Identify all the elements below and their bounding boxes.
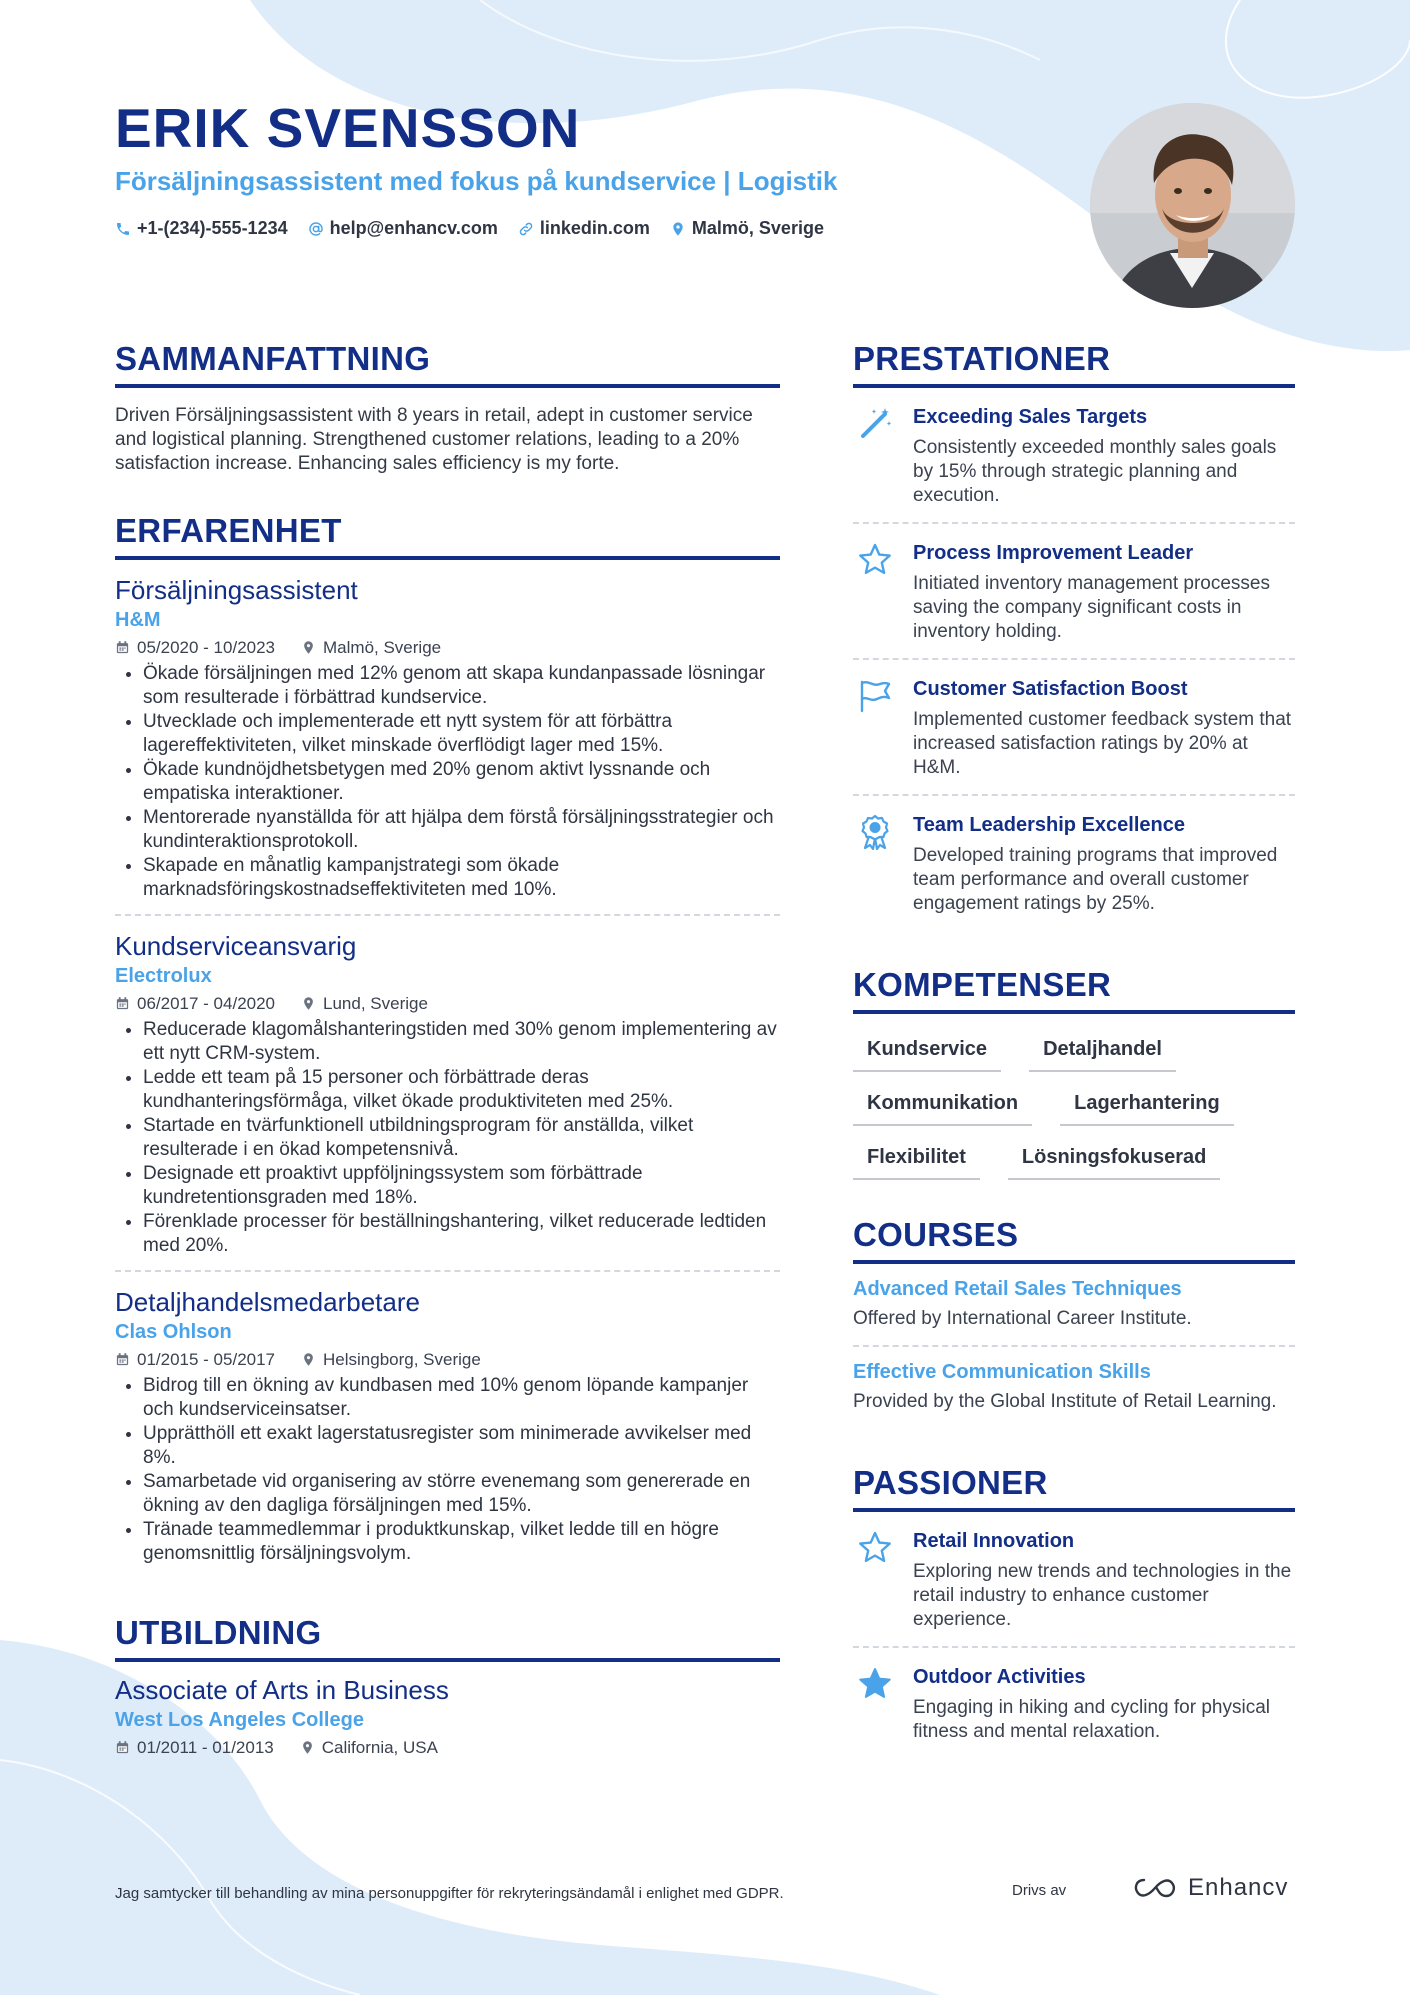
degree-title: Associate of Arts in Business [115, 1674, 449, 1705]
flag-icon [857, 678, 893, 714]
contact-info [115, 218, 824, 239]
education-dates-text: 01/2011 - 01/2013 [137, 1737, 274, 1757]
job-bullets [115, 1374, 780, 1566]
skill-tag: Lagerhantering [1060, 1088, 1234, 1126]
job-bullet: • Designade ett proaktivt uppföljningssystem som förbättrade kundretentionsgraden med 18%. [143, 1162, 780, 1210]
job-bullet: • Upprätthöll ett exakt lagerstatusregister som minimerade avvikelser med 8%. [143, 1422, 780, 1470]
candidate-name: ERIK SVENSSON [115, 97, 581, 159]
job-bullet: • Ökade försäljningen med 12% genom att skapa kundanpassade lösningar som resulterade i förbättrad kundservice. [143, 662, 780, 710]
skills-heading: KOMPETENSER [853, 966, 1295, 1014]
job-dates-text: 01/2015 - 05/2017 [137, 1349, 276, 1369]
calendar-icon [115, 996, 130, 1011]
achievement-title: Exceeding Sales Targets [913, 405, 1148, 428]
profile-photo [1090, 103, 1295, 308]
job-bullet: • Reducerade klagomålshanteringstiden med 30% genom implementering av ett nytt CRM-system. [143, 1018, 780, 1066]
star-outline-icon [857, 1530, 893, 1566]
job-title: Försäljningsassistent [115, 574, 358, 605]
education-entry [115, 1662, 780, 1758]
passion-body [913, 1664, 1295, 1744]
location-pin-icon [300, 1740, 315, 1755]
passion-body [913, 1528, 1295, 1632]
job-location-text: Malmö, Sverige [323, 637, 442, 657]
education-meta [115, 1738, 780, 1758]
skill-tag: Detaljhandel [1029, 1034, 1176, 1072]
job-entry [115, 1272, 780, 1578]
contact-linkedin[interactable] [518, 218, 650, 239]
summary-section [115, 340, 780, 476]
course-item [853, 1347, 1295, 1428]
education-section [115, 1614, 780, 1758]
job-meta [115, 994, 780, 1014]
course-desc: Provided by the Global Institute of Retail Learning. [853, 1390, 1277, 1412]
phone-text: +1-(234)-555-1234 [137, 218, 288, 238]
star-filled-icon [857, 1666, 893, 1702]
skills-list [853, 1014, 1295, 1180]
job-bullet: • Ökade kundnöjdhetsbetygen med 20% genom aktivt lyssnande och empatiska interaktioner. [143, 758, 780, 806]
skills-section [853, 966, 1295, 1180]
summary-heading: SAMMANFATTNING [115, 340, 780, 388]
job-company: H&M [115, 608, 161, 631]
education-location [300, 1738, 438, 1758]
passion-desc: Engaging in hiking and cycling for physical fitness and mental relaxation. [913, 1696, 1270, 1742]
achievement-desc: Consistently exceeded monthly sales goals by 15% through strategic planning and execution. [913, 436, 1277, 506]
school-name: West Los Angeles College [115, 1708, 364, 1731]
job-entry [115, 560, 780, 916]
calendar-icon [115, 640, 130, 655]
job-bullets [115, 662, 780, 902]
job-location [301, 994, 428, 1014]
achievement-item [853, 796, 1295, 930]
achievement-title: Process Improvement Leader [913, 541, 1194, 564]
location-text: Malmö, Sverige [691, 218, 824, 238]
phone-icon [115, 221, 131, 237]
skill-tag: Kommunikation [853, 1088, 1032, 1126]
brand-logo[interactable] [1132, 1874, 1288, 1902]
job-location [301, 1350, 481, 1370]
courses-section [853, 1216, 1295, 1428]
at-sign-icon [308, 221, 324, 237]
job-dates-text: 05/2020 - 10/2023 [137, 637, 276, 657]
passion-desc: Exploring new trends and technologies in the retail industry to enhance customer experience. [913, 1560, 1292, 1630]
passion-item [853, 1648, 1295, 1758]
job-bullet: • Utvecklade och implementerade ett nytt system för att förbättra lagereffektiviteten, vilket minskade överflödigt lager med 15%. [143, 710, 780, 758]
achievement-title: Customer Satisfaction Boost [913, 677, 1188, 700]
achievement-desc: Developed training programs that improved team performance and overall customer engagement ratings by 25%. [913, 844, 1278, 914]
contact-location [670, 218, 824, 239]
award-ribbon-icon [857, 814, 893, 850]
skill-tag: Lösningsfokuserad [1008, 1142, 1220, 1180]
location-pin-icon [301, 640, 316, 655]
achievement-body [913, 540, 1295, 644]
course-title: Advanced Retail Sales Techniques [853, 1277, 1182, 1300]
job-meta [115, 638, 780, 658]
job-dates [115, 994, 275, 1014]
calendar-icon [115, 1352, 130, 1367]
powered-by-label: Drivs av [1012, 1882, 1067, 1899]
job-company: Clas Ohlson [115, 1320, 232, 1343]
left-column [115, 340, 780, 1794]
contact-email[interactable] [308, 218, 498, 239]
achievement-title: Team Leadership Excellence [913, 813, 1185, 836]
right-column [853, 340, 1295, 1794]
passions-section [853, 1464, 1295, 1758]
email-text: help@enhancv.com [329, 218, 498, 238]
magic-wand-icon [857, 406, 893, 442]
achievement-item [853, 388, 1295, 524]
job-bullet: • Samarbetade vid organisering av större evenemang som genererade en ökning av den dagliga försäljningen med 15%. [143, 1470, 780, 1518]
passion-title: Retail Innovation [913, 1529, 1075, 1552]
infinity-logo-icon [1132, 1876, 1178, 1900]
job-bullet: • Ledde ett team på 15 personer och förbättrade deras kundhanteringsförmåga, vilket ökade produktiviteten med 25%. [143, 1066, 780, 1114]
location-pin-icon [670, 221, 686, 237]
job-bullet: • Bidrog till en ökning av kundbasen med 10% genom löpande kampanjer och kundserviceinsatser. [143, 1374, 780, 1422]
experience-heading: ERFARENHET [115, 512, 780, 560]
course-desc: Offered by International Career Institute. [853, 1307, 1192, 1329]
achievements-section [853, 340, 1295, 930]
passions-heading: PASSIONER [853, 1464, 1295, 1512]
achievement-body [913, 676, 1295, 780]
education-location-text: California, USA [321, 1737, 438, 1757]
linkedin-text: linkedin.com [539, 218, 650, 238]
skill-tag: Kundservice [853, 1034, 1001, 1072]
job-bullet: • Skapade en månatlig kampanjstrategi som ökade marknadsföringskostnadseffektiviteten med 10%. [143, 854, 780, 902]
candidate-headline: Försäljningsassistent med fokus på kundservice | Logistik [115, 166, 838, 196]
location-pin-icon [301, 1352, 316, 1367]
calendar-icon [115, 1740, 130, 1755]
summary-text: Driven Försäljningsassistent with 8 years in retail, adept in customer service and logistical planning. Strengthened customer relations, leading to a 20% satisfaction increase. Enhancing sales efficiency is my forte. [115, 404, 753, 474]
passion-title: Outdoor Activities [913, 1665, 1086, 1688]
job-bullet: • Startade en tvärfunktionell utbildningsprogram för anställda, vilket resulterade i en ökad kompetensnivå. [143, 1114, 780, 1162]
job-dates [115, 638, 275, 658]
achievement-item [853, 660, 1295, 796]
brand-name: Enhancv [1188, 1874, 1289, 1901]
star-outline-icon [857, 542, 893, 578]
job-meta [115, 1350, 780, 1370]
job-location-text: Lund, Sverige [323, 993, 428, 1013]
achievement-body [913, 812, 1295, 916]
job-bullet: • Tränade teammedlemmar i produktkunskap, vilket ledde till en högre genomsnittlig försäljningsvolym. [143, 1518, 780, 1566]
job-bullet: • Förenklade processer för beställningshantering, vilket reducerade ledtiden med 20%. [143, 1210, 780, 1258]
achievement-desc: Implemented customer feedback system that increased satisfaction ratings by 20% at H&M. [913, 708, 1292, 778]
job-bullets [115, 1018, 780, 1258]
achievement-desc: Initiated inventory management processes saving the company significant costs in inventory holding. [913, 572, 1270, 642]
contact-phone[interactable] [115, 218, 288, 239]
course-item [853, 1264, 1295, 1347]
job-entry [115, 916, 780, 1272]
courses-heading: COURSES [853, 1216, 1295, 1264]
job-title: Kundserviceansvarig [115, 930, 357, 961]
job-dates-text: 06/2017 - 04/2020 [137, 993, 276, 1013]
achievement-body [913, 404, 1295, 508]
achievement-item [853, 524, 1295, 660]
education-heading: UTBILDNING [115, 1614, 780, 1662]
achievements-heading: PRESTATIONER [853, 340, 1295, 388]
job-dates [115, 1350, 275, 1370]
job-company: Electrolux [115, 964, 212, 987]
job-location-text: Helsingborg, Sverige [323, 1349, 481, 1369]
skill-tag: Flexibilitet [853, 1142, 980, 1180]
experience-section [115, 512, 780, 1578]
job-title: Detaljhandelsmedarbetare [115, 1286, 420, 1317]
job-bullet: • Mentorerade nyanställda för att hjälpa dem förstå försäljningsstrategier och kundinteraktionsprotokoll. [143, 806, 780, 854]
gdpr-consent-note: Jag samtycker till behandling av mina personuppgifter för rekryteringsändamål i enlighet med GDPR. [115, 1885, 784, 1902]
job-location [301, 638, 441, 658]
education-dates [115, 1738, 274, 1758]
course-title: Effective Communication Skills [853, 1360, 1151, 1383]
link-icon [518, 221, 534, 237]
location-pin-icon [301, 996, 316, 1011]
passion-item [853, 1512, 1295, 1648]
